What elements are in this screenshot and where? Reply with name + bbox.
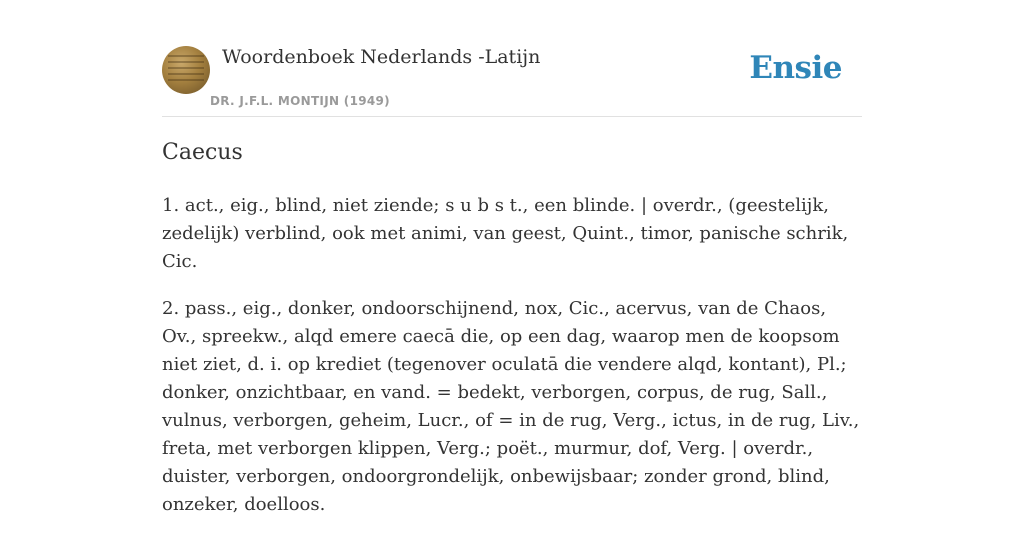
entry-header bbox=[162, 0, 862, 117]
definition-2: 2. pass., eig., donker, ondoorschijnend, nox, Cic., acervus, van de Chaos, Ov., spreekw., alqd emere caecā die, op een dag, waarop men de koopsom niet ziet, d. i. op krediet (tegenover oculatā die vendere alqd, kontant), Pl.; donker, onzichtbaar, en vand. = bedekt, verborgen, corpus, de rug, Sall., vulnus, verborgen, geheim, Lucr., of = in de rug, Verg., ictus, in de rug, Liv., freta, met verborgen klippen, Verg.; poët., murmur, dof, Verg. | overdr., duister, verborgen, ondoorgrondelijk, onbewijsbaar; zonder grond, blind, onzeker, doelloos. bbox=[162, 298, 860, 515]
page-content bbox=[162, 0, 862, 515]
cover-inscription bbox=[168, 55, 204, 85]
book-cover-image bbox=[162, 46, 210, 94]
definition-list bbox=[162, 192, 862, 538]
source-author: DR. J.F.L. MONTIJN (1949) bbox=[210, 94, 390, 108]
ensie-logo[interactable]: Ensie bbox=[749, 50, 842, 86]
entry-headword: Caecus bbox=[162, 140, 243, 165]
definition-1: 1. act., eig., blind, niet ziende; s u b s t., een blinde. | overdr., (geestelijk, zedelijk) verblind, ook met animi, van geest, Quint., timor, panische schrik, Cic. bbox=[162, 195, 849, 272]
source-title[interactable]: Woordenboek Nederlands -Latijn bbox=[222, 46, 541, 68]
